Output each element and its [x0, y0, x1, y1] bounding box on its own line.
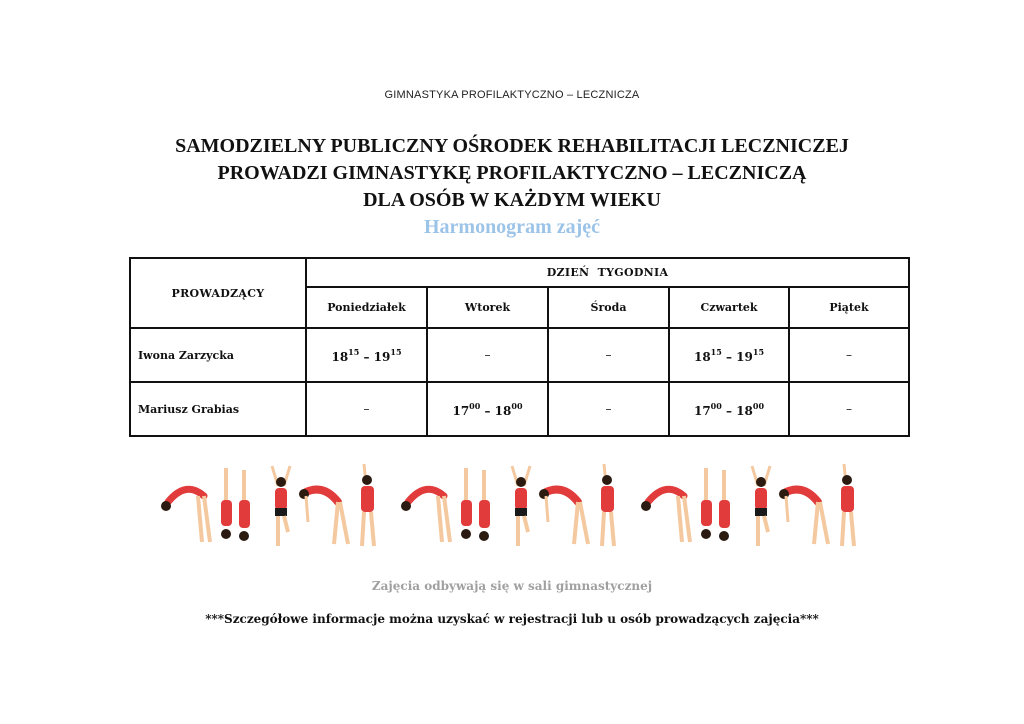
- empty-cell: –: [548, 328, 669, 382]
- table-row: [130, 328, 909, 382]
- week-day-header: DZIEŃ TYGODNIA: [306, 258, 909, 287]
- day-header-thursday: Czwartek: [669, 287, 789, 328]
- table-row: [130, 382, 909, 436]
- time-cell: $18^{15} - 19^{15}$: [669, 328, 789, 382]
- leader-name: Mariusz Grabias: [130, 382, 306, 436]
- empty-cell: –: [306, 382, 427, 436]
- title-line-3: DLA OSÓB W KAŻDYM WIEKU: [363, 189, 661, 211]
- leader-name: Iwona Zarzycka: [130, 328, 306, 382]
- time-cell: $18^{15} - 19^{15}$: [306, 328, 427, 382]
- title-line-1: SAMODZIELNY PUBLICZNY OŚRODEK REHABILITACJI LECZNICZEJ: [175, 135, 849, 157]
- empty-cell: –: [789, 382, 909, 436]
- info-note: ***Szczegółowe informacje można uzyskać w rejestracji lub u osób prowadzących zajęcia***: [205, 612, 819, 626]
- empty-cell: –: [427, 328, 548, 382]
- day-header-friday: Piątek: [789, 287, 909, 328]
- page-header: GIMNASTYKA PROFILAKTYCZNO – LECZNICZA: [384, 89, 640, 101]
- title-block: [0, 133, 1024, 240]
- day-header-wednesday: Środa: [548, 287, 669, 328]
- time-cell: $17^{00} - 18^{00}$: [427, 382, 548, 436]
- empty-cell: –: [548, 382, 669, 436]
- gymnast-figures-icon: [160, 462, 860, 552]
- schedule-table: [129, 257, 910, 437]
- day-header-monday: Poniedziałek: [306, 287, 427, 328]
- location-note: Zajęcia odbywają się w sali gimnastycznej: [371, 579, 653, 593]
- time-cell: $17^{00} - 18^{00}$: [669, 382, 789, 436]
- leader-header: PROWADZĄCY: [130, 258, 306, 328]
- title-line-2: PROWADZI GIMNASTYKĘ PROFILAKTYCZNO – LECZNICZĄ: [217, 162, 807, 184]
- empty-cell: –: [789, 328, 909, 382]
- day-header-tuesday: Wtorek: [427, 287, 548, 328]
- schedule-subtitle: Harmonogram zajęć: [423, 216, 601, 238]
